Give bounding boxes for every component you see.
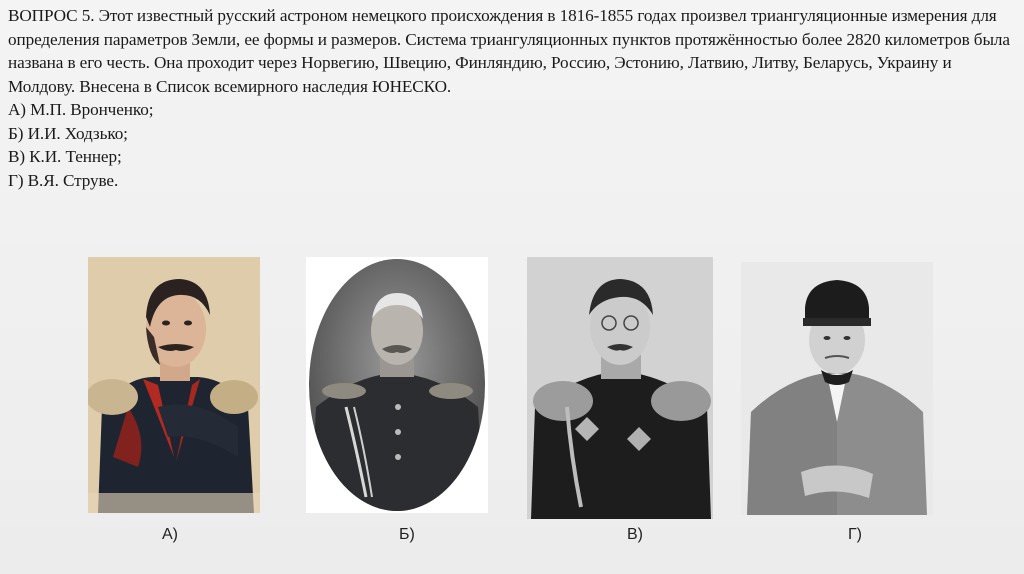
answer-option-b: Б) И.И. Ходзько; — [8, 123, 128, 143]
portrait-c-image — [527, 257, 713, 519]
answer-option-d: Г) В.Я. Струве. — [8, 170, 119, 190]
answer-list — [8, 98, 1018, 192]
question-block — [8, 4, 1018, 192]
portrait-d-caption: Г) — [848, 526, 862, 543]
portrait-a-image — [88, 257, 260, 513]
portrait-d-image — [741, 262, 933, 515]
portrait-b-image — [306, 257, 488, 513]
answer-option-c: В) К.И. Теннер; — [8, 147, 122, 166]
portrait-a-caption: А) — [162, 526, 178, 543]
portrait-b-caption: Б) — [399, 526, 415, 543]
answer-option-a: А) М.П. Врончeнко; — [8, 100, 154, 119]
question-text: ВОПРОС 5. Этот известный русский астроном немецкого происхождения в 1816-1855 годах произвел триангуляционные измерения для определения параметров Земли, ее формы и размеров. Система триангуляционных пунктов протяжённостью более 2820 километров была названа в его честь. Она проходит через Норвегию, Швецию, Финляндию, Россию, Эстонию, Латвию, Литву, Беларусь, Украину и Молдову. Внесена в Список всемирного наследия ЮНЕСКО. — [8, 6, 1010, 96]
portrait-c-caption: В) — [627, 526, 643, 543]
